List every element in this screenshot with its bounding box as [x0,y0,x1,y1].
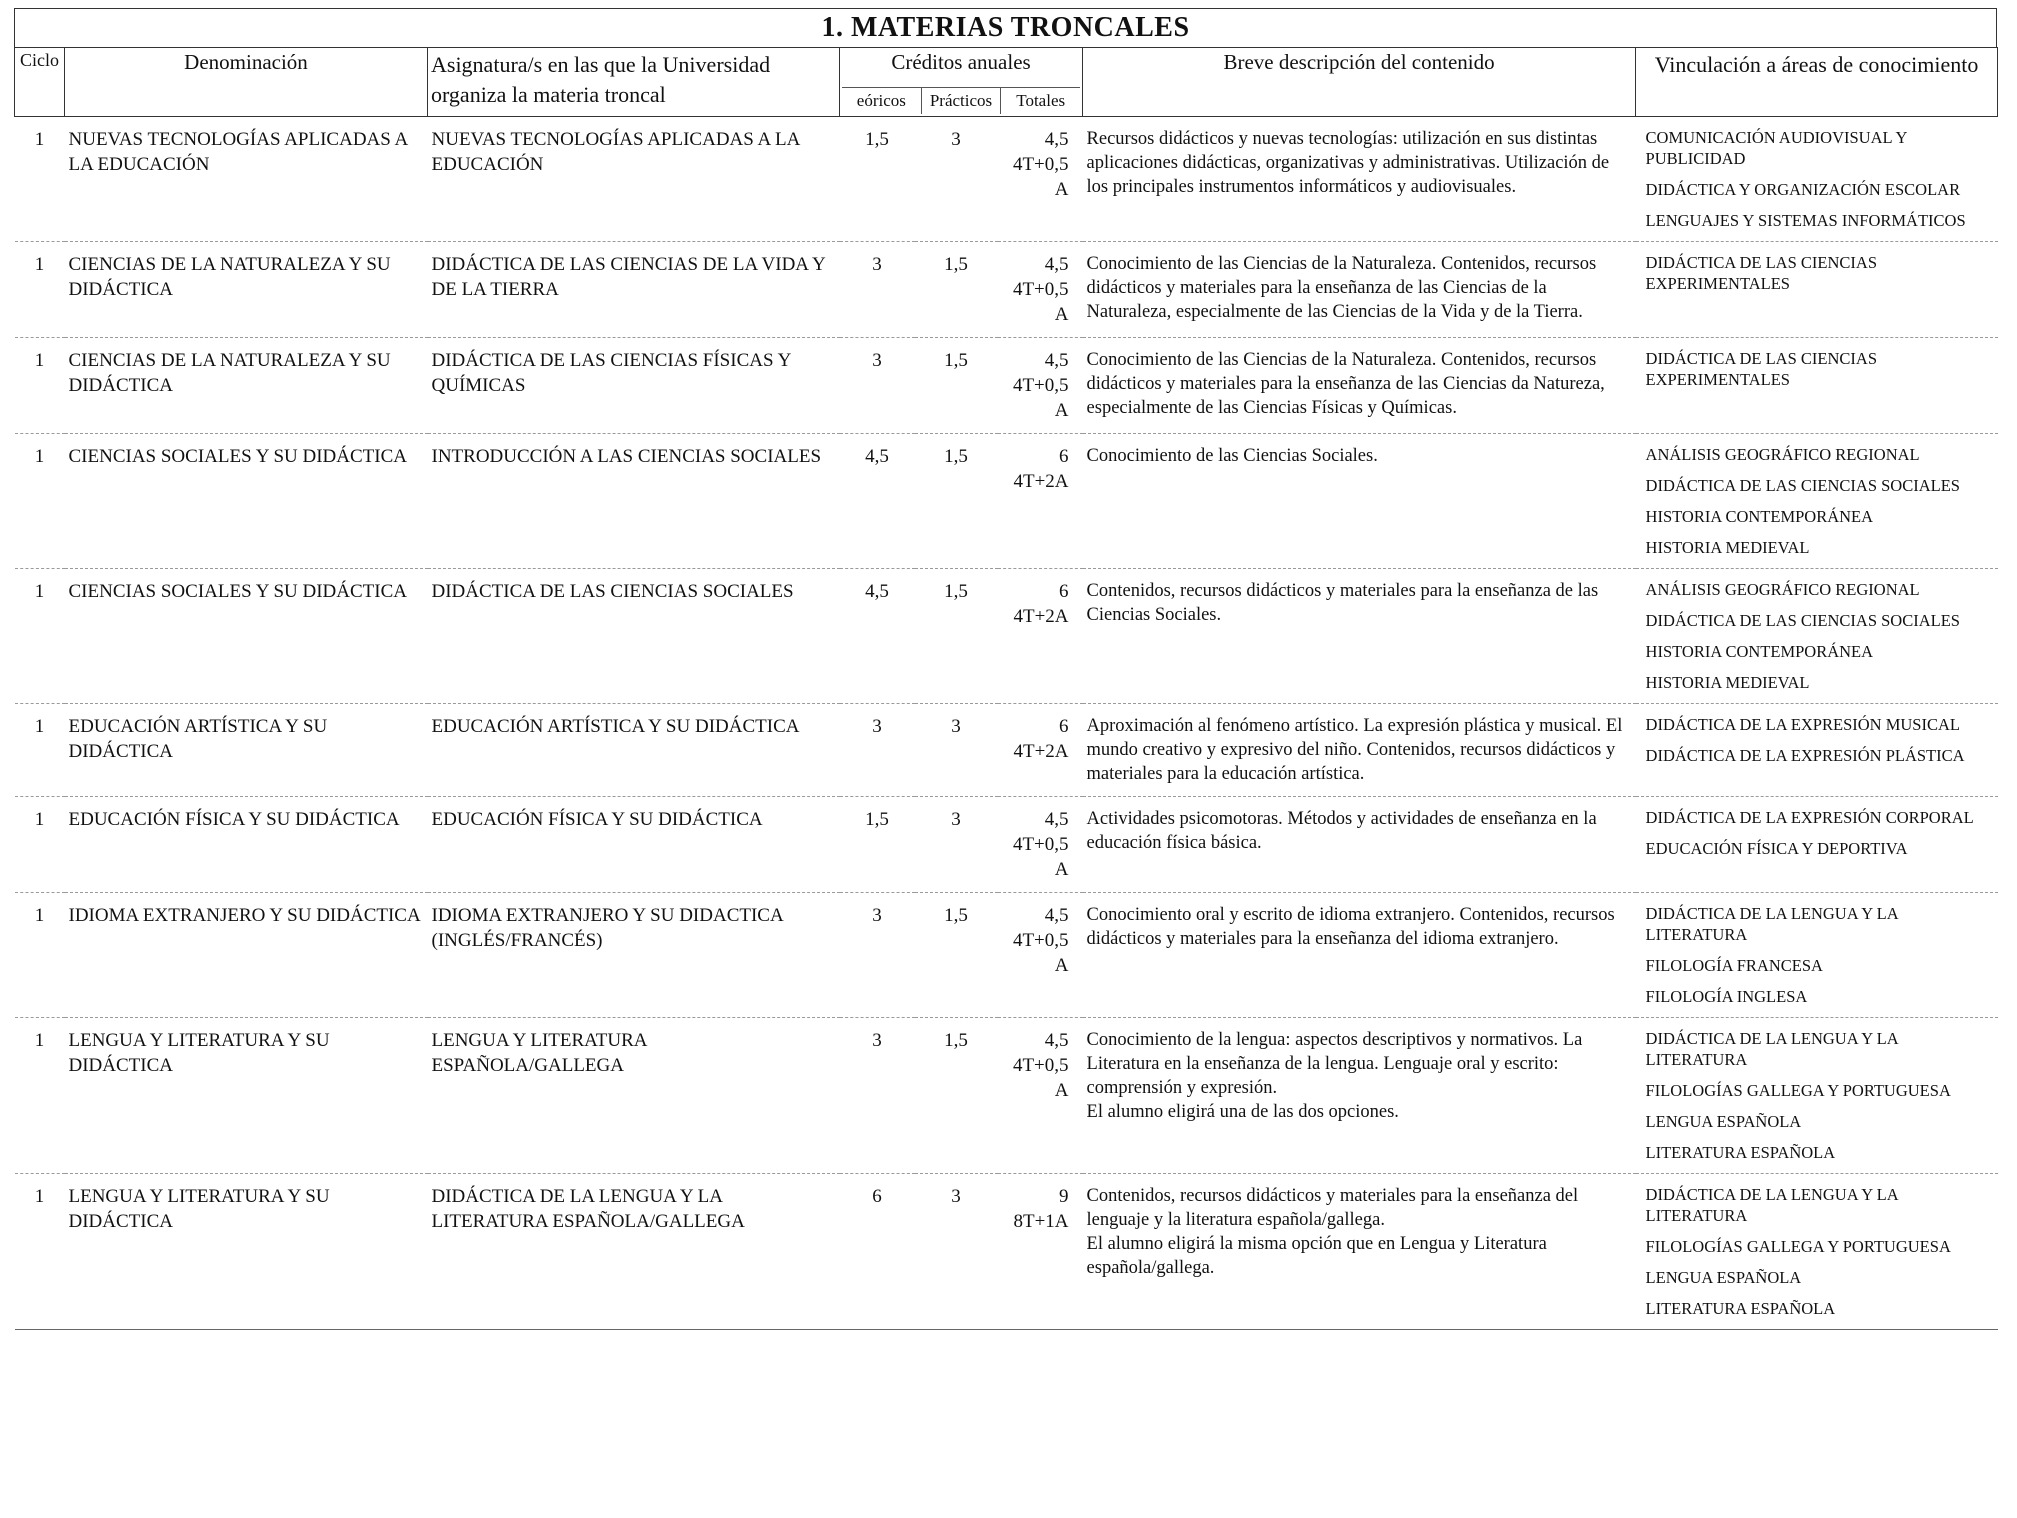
ciclo-cell: 1 [15,338,65,434]
practicos-cell: 1,5 [915,1018,998,1174]
ciclo-cell: 1 [15,434,65,569]
totales-line: 6 [1059,581,1069,602]
area-item: ANÁLISIS GEOGRÁFICO REGIONAL [1645,580,1920,599]
totales-cell [998,704,1083,797]
practicos-cell: 3 [915,1174,998,1330]
area-item: LENGUAJES Y SISTEMAS INFORMÁTICOS [1645,211,1966,230]
ciclo-cell: 1 [15,797,65,893]
header-totales: Totales [1000,88,1080,114]
asignatura-cell: EDUCACIÓN ARTÍSTICA Y SU DIDÁCTICA [428,704,840,797]
materias-table [14,47,1998,1330]
totales-line: 4,5 [1044,350,1069,371]
areas-cell [1636,704,1998,797]
descripcion-text: Contenidos, recursos didácticos y materiales para la enseñanza de las Ciencias Sociales. [1086,581,1599,625]
asignatura-cell: DIDÁCTICA DE LAS CIENCIAS DE LA VIDA Y DE LA TIERRA [428,242,840,338]
totales-line: A [1054,1080,1069,1101]
totales-line: A [1054,955,1069,976]
header-ciclo: Ciclo [15,48,65,117]
area-item: EDUCACIÓN FÍSICA Y DEPORTIVA [1645,839,1908,858]
totales-line: 6 [1059,716,1069,737]
area-item: FILOLOGÍAS GALLEGA Y PORTUGUESA [1645,1237,1951,1256]
area-item: ANÁLISIS GEOGRÁFICO REGIONAL [1645,445,1920,464]
asignatura-cell: DIDÁCTICA DE LAS CIENCIAS SOCIALES [428,569,840,704]
table-row [15,893,1998,1018]
ciclo-cell: 1 [15,569,65,704]
table-row [15,797,1998,893]
denominacion-cell: CIENCIAS SOCIALES Y SU DIDÁCTICA [65,434,428,569]
teoricos-cell: 3 [840,1018,915,1174]
denominacion-cell: CIENCIAS SOCIALES Y SU DIDÁCTICA [65,569,428,704]
teoricos-cell: 3 [840,704,915,797]
areas-cell [1636,893,1998,1018]
descripcion-cell [1083,797,1636,893]
descripcion-text: Conocimiento de las Ciencias de la Naturaleza. Contenidos, recursos didácticos y materiales para la enseñanza de las Ciencias de la Naturaleza, especialmente de las Ciencias de la Vida y de la Tierra. [1086,254,1597,322]
areas-cell [1636,797,1998,893]
descripcion-cell [1083,1018,1636,1174]
ciclo-cell: 1 [15,242,65,338]
area-item: DIDÁCTICA DE LA EXPRESIÓN MUSICAL [1645,715,1960,734]
denominacion-cell: IDIOMA EXTRANJERO Y SU DIDÁCTICA [65,893,428,1018]
areas-cell [1636,569,1998,704]
ciclo-cell: 1 [15,117,65,242]
practicos-cell: 3 [915,117,998,242]
totales-line: 4T+2A [1013,471,1069,492]
totales-line: A [1054,304,1069,325]
denominacion-cell: EDUCACIÓN FÍSICA Y SU DIDÁCTICA [65,797,428,893]
header-creditos-sub [842,87,1080,114]
header-practicos: Prácticos [921,88,1001,114]
totales-line: 4,5 [1044,1030,1069,1051]
denominacion-cell: NUEVAS TECNOLOGÍAS APLICADAS A LA EDUCACIÓN [65,117,428,242]
header-vinculacion: Vinculación a áreas de conocimiento [1636,48,1998,117]
table-row [15,569,1998,704]
area-item: HISTORIA CONTEMPORÁNEA [1645,507,1874,526]
descripcion-cell [1083,704,1636,797]
area-item: FILOLOGÍA INGLESA [1645,987,1808,1006]
practicos-cell: 1,5 [915,569,998,704]
descripcion-text: Conocimiento de la lengua: aspectos descriptivos y normativos. La Literatura en la enseñanza de la lengua. Lenguaje oral y escrito: comprensión y expresión. [1086,1030,1583,1098]
practicos-cell: 1,5 [915,893,998,1018]
areas-cell [1636,117,1998,242]
totales-cell [998,117,1083,242]
area-item: LITERATURA ESPAÑOLA [1645,1143,1836,1162]
denominacion-cell: EDUCACIÓN ARTÍSTICA Y SU DIDÁCTICA [65,704,428,797]
area-item: DIDÁCTICA DE LA EXPRESIÓN PLÁSTICA [1645,746,1965,765]
area-item: LENGUA ESPAÑOLA [1645,1268,1802,1287]
table-body [15,117,1998,1330]
totales-cell [998,893,1083,1018]
totales-line: 4,5 [1044,129,1069,150]
descripcion-text: Actividades psicomotoras. Métodos y actividades de enseñanza en la educación física básica. [1086,809,1597,853]
descripcion-text: Conocimiento de las Ciencias de la Naturaleza. Contenidos, recursos didácticos y materiales para la enseñanza de las Ciencias da Natureza, especialmente de las Ciencias Físicas y Químicas. [1086,350,1605,418]
descripcion-cell [1083,242,1636,338]
area-item: HISTORIA MEDIEVAL [1645,673,1810,692]
teoricos-cell: 4,5 [840,569,915,704]
practicos-cell: 1,5 [915,338,998,434]
totales-line: 4T+2A [1013,606,1069,627]
area-item: DIDÁCTICA Y ORGANIZACIÓN ESCOLAR [1645,180,1961,199]
totales-line: 4T+2A [1013,741,1069,762]
descripcion-cell [1083,1174,1636,1330]
header-descripcion: Breve descripción del contenido [1083,48,1636,117]
asignatura-cell: NUEVAS TECNOLOGÍAS APLICADAS A LA EDUCACIÓN [428,117,840,242]
asignatura-cell: DIDÁCTICA DE LA LENGUA Y LA LITERATURA ESPAÑOLA/GALLEGA [428,1174,840,1330]
asignatura-cell: DIDÁCTICA DE LAS CIENCIAS FÍSICAS Y QUÍMICAS [428,338,840,434]
table-row [15,434,1998,569]
asignatura-cell: LENGUA Y LITERATURA ESPAÑOLA/GALLEGA [428,1018,840,1174]
area-item: DIDÁCTICA DE LA LENGUA Y LA LITERATURA [1645,1029,1898,1069]
ciclo-cell: 1 [15,704,65,797]
totales-cell [998,1018,1083,1174]
teoricos-cell: 4,5 [840,434,915,569]
table-row [15,1018,1998,1174]
document-sheet [14,8,1997,1330]
practicos-cell: 1,5 [915,434,998,569]
teoricos-cell: 1,5 [840,797,915,893]
areas-cell [1636,1174,1998,1330]
totales-line: A [1054,859,1069,880]
practicos-cell: 1,5 [915,242,998,338]
area-item: LENGUA ESPAÑOLA [1645,1112,1802,1131]
ciclo-cell: 1 [15,893,65,1018]
descripcion-text: Conocimiento oral y escrito de idioma extranjero. Contenidos, recursos didácticos y materiales para la enseñanza del idioma extranjero. [1086,905,1615,949]
table-row [15,117,1998,242]
teoricos-cell: 6 [840,1174,915,1330]
descripcion-cell [1083,117,1636,242]
descripcion-text: Aproximación al fenómeno artístico. La expresión plástica y musical. El mundo creativo y expresivo del niño. Contenidos, recursos didácticos y materiales para la educación artística. [1086,716,1623,784]
table-row [15,242,1998,338]
asignatura-cell: INTRODUCCIÓN A LAS CIENCIAS SOCIALES [428,434,840,569]
descripcion-cell [1083,893,1636,1018]
table-row [15,1174,1998,1330]
totales-cell [998,569,1083,704]
ciclo-cell: 1 [15,1174,65,1330]
descripcion-text: Recursos didácticos y nuevas tecnologías: utilización en sus distintas aplicaciones didácticas, organizativas y administrativas. Utilización de los principales instrumentos informáticos y audiovisuales. [1086,129,1610,197]
page-title: 1. MATERIAS TRONCALES [14,8,1997,47]
denominacion-cell: CIENCIAS DE LA NATURALEZA Y SU DIDÁCTICA [65,338,428,434]
descripcion-note: El alumno eligirá la misma opción que en Lengua y Literatura española/gallega. [1086,1234,1547,1278]
header-asignatura: Asignatura/s en las que la Universidad organiza la materia troncal [428,48,840,117]
area-item: DIDÁCTICA DE LAS CIENCIAS EXPERIMENTALES [1645,349,1877,389]
totales-line: 4T+0,5 [1012,375,1069,396]
totales-line: 4T+0,5 [1012,834,1069,855]
area-item: DIDÁCTICA DE LA LENGUA Y LA LITERATURA [1645,904,1898,944]
totales-line: 4,5 [1044,905,1069,926]
descripcion-text: Conocimiento de las Ciencias Sociales. [1086,446,1378,466]
teoricos-cell: 3 [840,338,915,434]
denominacion-cell: LENGUA Y LITERATURA Y SU DIDÁCTICA [65,1018,428,1174]
area-item: FILOLOGÍA FRANCESA [1645,956,1823,975]
teoricos-cell: 1,5 [840,117,915,242]
totales-line: 6 [1059,446,1069,467]
totales-cell [998,338,1083,434]
totales-line: 9 [1059,1186,1069,1207]
areas-cell [1636,1018,1998,1174]
table-row [15,338,1998,434]
teoricos-cell: 3 [840,893,915,1018]
descripcion-cell [1083,434,1636,569]
area-item: DIDÁCTICA DE LAS CIENCIAS EXPERIMENTALES [1645,253,1877,293]
descripcion-note: El alumno eligirá una de las dos opciones. [1086,1102,1399,1122]
header-denominacion: Denominación [65,48,428,117]
area-item: DIDÁCTICA DE LAS CIENCIAS SOCIALES [1645,611,1960,630]
area-item: FILOLOGÍAS GALLEGA Y PORTUGUESA [1645,1081,1951,1100]
totales-line: A [1054,179,1069,200]
area-item: DIDÁCTICA DE LAS CIENCIAS SOCIALES [1645,476,1960,495]
totales-line: 4T+0,5 [1012,930,1069,951]
practicos-cell: 3 [915,704,998,797]
totales-line: 8T+1A [1013,1211,1069,1232]
ciclo-cell: 1 [15,1018,65,1174]
header-teoricos: eóricos [856,91,906,110]
area-item: DIDÁCTICA DE LA LENGUA Y LA LITERATURA [1645,1185,1898,1225]
area-item: HISTORIA MEDIEVAL [1645,538,1810,557]
asignatura-cell: IDIOMA EXTRANJERO Y SU DIDACTICA (INGLÉS/FRANCÉS) [428,893,840,1018]
descripcion-cell [1083,569,1636,704]
teoricos-cell: 3 [840,242,915,338]
area-item: DIDÁCTICA DE LA EXPRESIÓN CORPORAL [1645,808,1974,827]
totales-cell [998,242,1083,338]
area-item: LITERATURA ESPAÑOLA [1645,1299,1836,1318]
totales-line: 4,5 [1044,254,1069,275]
practicos-cell: 3 [915,797,998,893]
totales-line: 4T+0,5 [1012,279,1069,300]
totales-line: 4,5 [1044,809,1069,830]
totales-cell [998,1174,1083,1330]
header-creditos-label: Créditos anuales [891,50,1031,74]
table-header [15,48,1998,117]
header-creditos [840,48,1083,117]
areas-cell [1636,242,1998,338]
area-item: HISTORIA CONTEMPORÁNEA [1645,642,1874,661]
area-item: COMUNICACIÓN AUDIOVISUAL Y PUBLICIDAD [1645,128,1907,168]
totales-line: A [1054,400,1069,421]
denominacion-cell: LENGUA Y LITERATURA Y SU DIDÁCTICA [65,1174,428,1330]
descripcion-text: Contenidos, recursos didácticos y materiales para la enseñanza del lenguaje y la literatura española/gallega. [1086,1186,1579,1230]
totales-line: 4T+0,5 [1012,1055,1069,1076]
totales-line: 4T+0,5 [1012,154,1069,175]
asignatura-cell: EDUCACIÓN FÍSICA Y SU DIDÁCTICA [428,797,840,893]
totales-cell [998,797,1083,893]
denominacion-cell: CIENCIAS DE LA NATURALEZA Y SU DIDÁCTICA [65,242,428,338]
areas-cell [1636,434,1998,569]
areas-cell [1636,338,1998,434]
descripcion-cell [1083,338,1636,434]
table-row [15,704,1998,797]
totales-cell [998,434,1083,569]
